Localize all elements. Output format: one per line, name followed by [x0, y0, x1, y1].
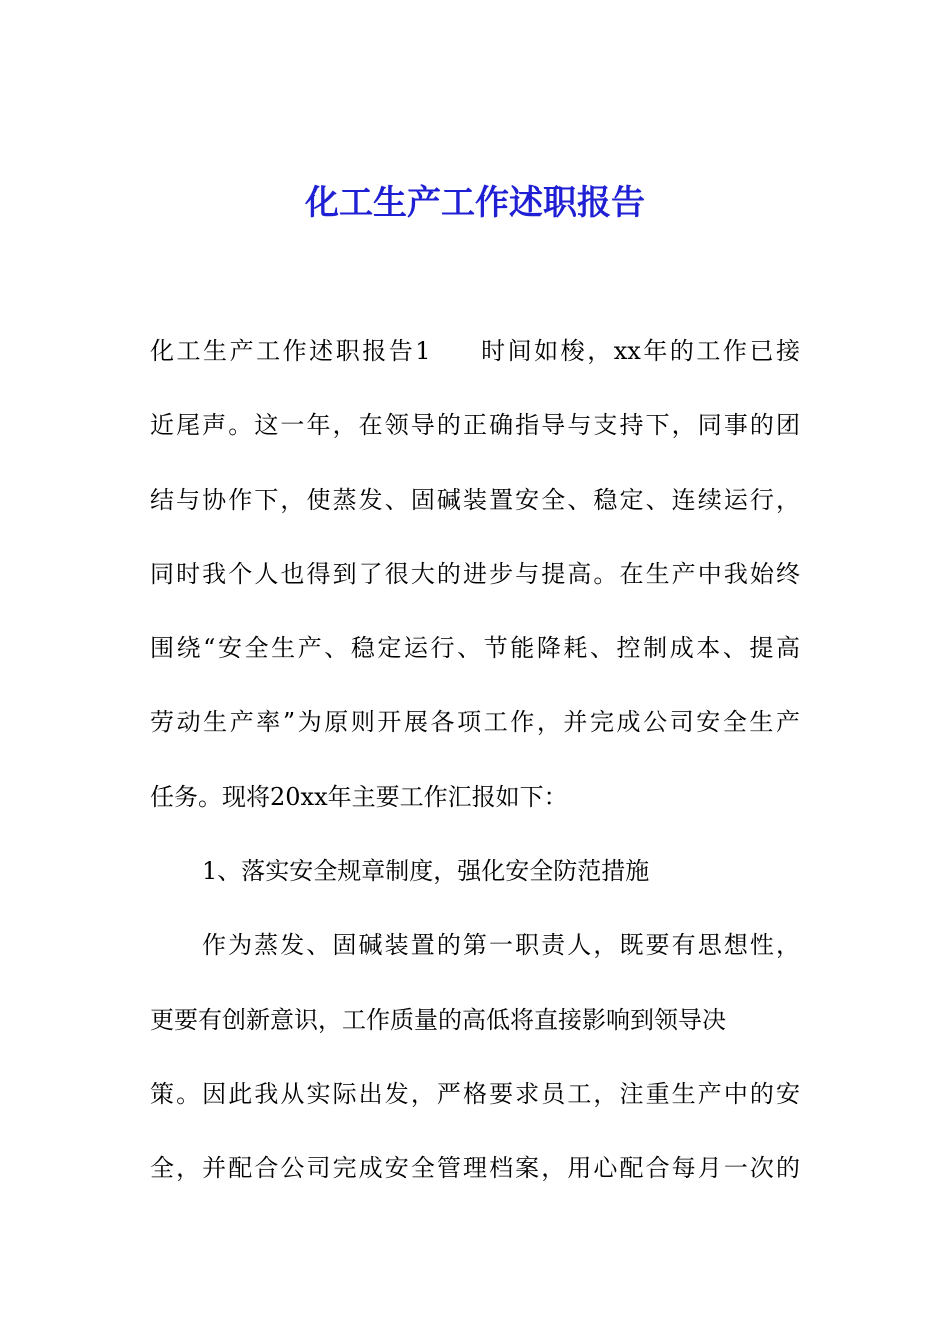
body-line-9: 作为蒸发、固碱装置的第一职责人，既要有思想性， — [202, 931, 800, 960]
body-line-12: 全，并配合公司完成安全管理档案，用心配合每月一次的 — [150, 1154, 800, 1183]
section-heading-1: 1、落实安全规章制度，强化安全防范措施 — [202, 857, 650, 886]
body-line-11: 策。因此我从实际出发，严格要求员工，注重生产中的安 — [150, 1079, 800, 1108]
body-line-6: 劳动生产率”为原则开展各项工作，并完成公司安全生产 — [150, 708, 800, 737]
body-line-7: 任务。现将20xx年主要工作汇报如下： — [150, 782, 568, 811]
body-line-5: 围绕“安全生产、稳定运行、节能降耗、控制成本、提高 — [150, 634, 800, 663]
document-title: 化工生产工作述职报告 — [305, 183, 645, 223]
body-line-3: 结与协作下，使蒸发、固碱装置安全、稳定、连续运行， — [150, 485, 800, 514]
body-line-4: 同时我个人也得到了很大的进步与提高。在生产中我始终 — [150, 559, 800, 588]
body-line-1 — [150, 326, 800, 400]
body-line-10: 更要有创新意识，工作质量的高低将直接影响到领导决 — [150, 1005, 726, 1034]
body-line-1-text: 时间如梭，xx年的工作已接 — [478, 337, 800, 365]
document-body — [150, 326, 800, 1218]
report-heading-inline: 化工生产工作述职报告1 — [150, 337, 431, 365]
body-line-2: 近尾声。这一年，在领导的正确指导与支持下，同事的团 — [150, 411, 800, 440]
